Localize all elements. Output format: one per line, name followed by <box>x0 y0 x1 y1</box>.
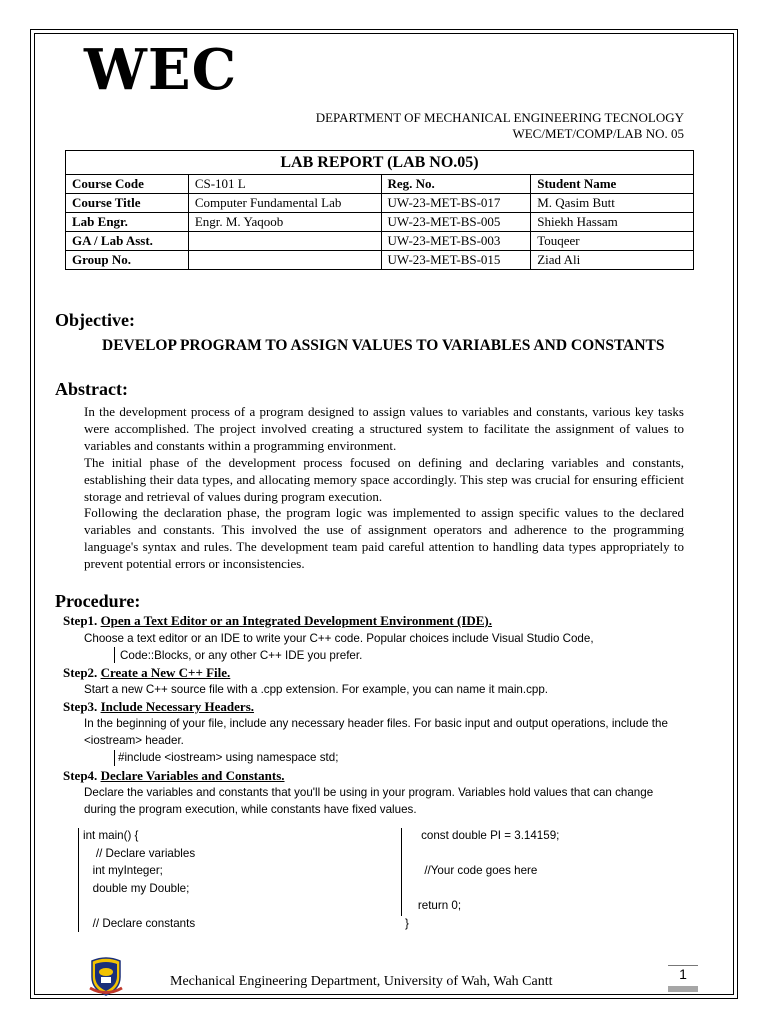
abstract-paragraph: The initial phase of the development process focused on defining and declaring variables and constants, establishing their data types, and allocating memory space accordingly. This step was crucial for ensuring efficient storage and retrieval of values during program execution. <box>84 454 684 504</box>
objective-heading: Objective: <box>55 310 135 330</box>
code-block-left <box>83 827 195 932</box>
student-reg: UW-23-MET-BS-015 <box>381 251 531 270</box>
abstract-heading: Abstract: <box>55 379 128 399</box>
step-3-heading <box>63 699 254 715</box>
course-title-label: Course Title <box>66 194 189 213</box>
code-bar-left <box>78 828 79 932</box>
student-name-label: Student Name <box>531 175 694 194</box>
code-line <box>83 897 195 915</box>
table-row <box>66 175 694 194</box>
page-number: 1 <box>679 966 687 982</box>
objective-text: DEVELOP PROGRAM TO ASSIGN VALUES TO VARIABLES AND CONSTANTS <box>102 337 665 354</box>
lab-code: WEC/MET/COMP/LAB NO. 05 <box>512 126 684 141</box>
student-name: M. Qasim Butt <box>531 194 694 213</box>
department-name: DEPARTMENT OF MECHANICAL ENGINEERING TECNOLOGY <box>315 110 684 125</box>
code-line: // Declare constants <box>83 916 196 930</box>
indent-bar <box>114 750 115 766</box>
step-3-body: In the beginning of your file, include any necessary header files. For basic input and output operations, include the <iostream> header. <box>84 717 668 747</box>
step-1-body: Choose a text editor or an IDE to write your C++ code. Popular choices include Visual Studio Code, <box>84 632 594 645</box>
code-block-right <box>405 827 559 932</box>
table-row <box>66 194 694 213</box>
course-code-label: Course Code <box>66 175 189 194</box>
ga-value <box>188 232 381 251</box>
step-title: Open a Text Editor or an Integrated Development Environment (IDE). <box>100 613 493 628</box>
code-line: // Declare variables <box>83 846 196 860</box>
group-value <box>188 251 381 270</box>
step-3-indent: #include <iostream> using namespace std; <box>118 751 339 764</box>
abstract-paragraph: Following the declaration phase, the program logic was implemented to assign specific values to the declared variables and constants. This involved the use of assignment operators and adherence to the programming language's syntax and rules. The development team paid careful attention to handling data types appropriately to prevent potential errors or inconsistencies. <box>84 505 684 572</box>
student-reg: UW-23-MET-BS-005 <box>381 213 531 232</box>
step-title: Declare Variables and Constants. <box>100 768 285 783</box>
student-reg: UW-23-MET-BS-003 <box>381 232 531 251</box>
step-1-heading <box>63 613 492 629</box>
student-reg: UW-23-MET-BS-017 <box>381 194 531 213</box>
lab-engr: Engr. M. Yaqoob <box>188 213 381 232</box>
department-header <box>316 110 684 142</box>
step-label: Step3. <box>63 699 98 714</box>
abstract-paragraph: In the development process of a program designed to assign values to variables and constants, various key tasks were accomplished. The project involved creating a structured system to facilitate the assignment of values to variables and constants within a programming environment. <box>84 404 684 453</box>
code-line: int myInteger; <box>83 864 163 877</box>
lab-engr-label: Lab Engr. <box>66 213 189 232</box>
footer-text: Mechanical Engineering Department, University of Wah, Wah Cantt <box>170 974 553 989</box>
code-line: const double PI = 3.14159; <box>405 829 560 842</box>
table-row <box>66 251 694 270</box>
code-line: //Your code goes here <box>405 864 538 877</box>
page-number-bar <box>668 986 698 992</box>
ga-label: GA / Lab Asst. <box>66 232 189 251</box>
code-line: int main() { <box>83 829 139 842</box>
table-row <box>66 232 694 251</box>
step-2-heading <box>63 665 230 681</box>
step-1-indent: Code::Blocks, or any other C++ IDE you prefer. <box>120 649 363 662</box>
group-label: Group No. <box>66 251 189 270</box>
code-line: double my Double; <box>83 881 190 895</box>
student-name: Ziad Ali <box>531 251 694 270</box>
step-label: Step2. <box>63 665 98 680</box>
university-crest-icon <box>86 955 126 997</box>
student-name: Shiekh Hassam <box>531 213 694 232</box>
procedure-heading: Procedure: <box>55 591 141 611</box>
code-line <box>405 880 559 898</box>
step-title: Create a New C++ File. <box>100 665 231 680</box>
course-title: Computer Fundamental Lab <box>188 194 381 213</box>
step-2-body: Start a new C++ source file with a .cpp extension. For example, you can name it main.cpp. <box>84 683 548 696</box>
abstract-body <box>84 404 684 573</box>
step-label: Step4. <box>63 768 98 783</box>
lab-info-table <box>65 150 694 270</box>
step-title: Include Necessary Headers. <box>100 699 255 714</box>
indent-bar <box>114 647 115 663</box>
code-line <box>405 845 559 863</box>
reg-no-label: Reg. No. <box>381 175 531 194</box>
course-code: CS-101 L <box>188 175 381 194</box>
code-line: } <box>405 916 409 930</box>
code-bar-right <box>401 828 402 916</box>
step-4-heading <box>63 768 285 784</box>
code-line: return 0; <box>405 899 462 912</box>
student-name: Touqeer <box>531 232 694 251</box>
step-label: Step1. <box>63 613 98 628</box>
table-title: LAB REPORT (LAB NO.05) <box>66 151 694 175</box>
table-row <box>66 213 694 232</box>
wec-logo: WEC <box>84 37 238 103</box>
step-4-body: Declare the variables and constants that you'll be using in your program. Variables hold values that can change during the program execution, while constants have fixed values. <box>84 786 654 816</box>
